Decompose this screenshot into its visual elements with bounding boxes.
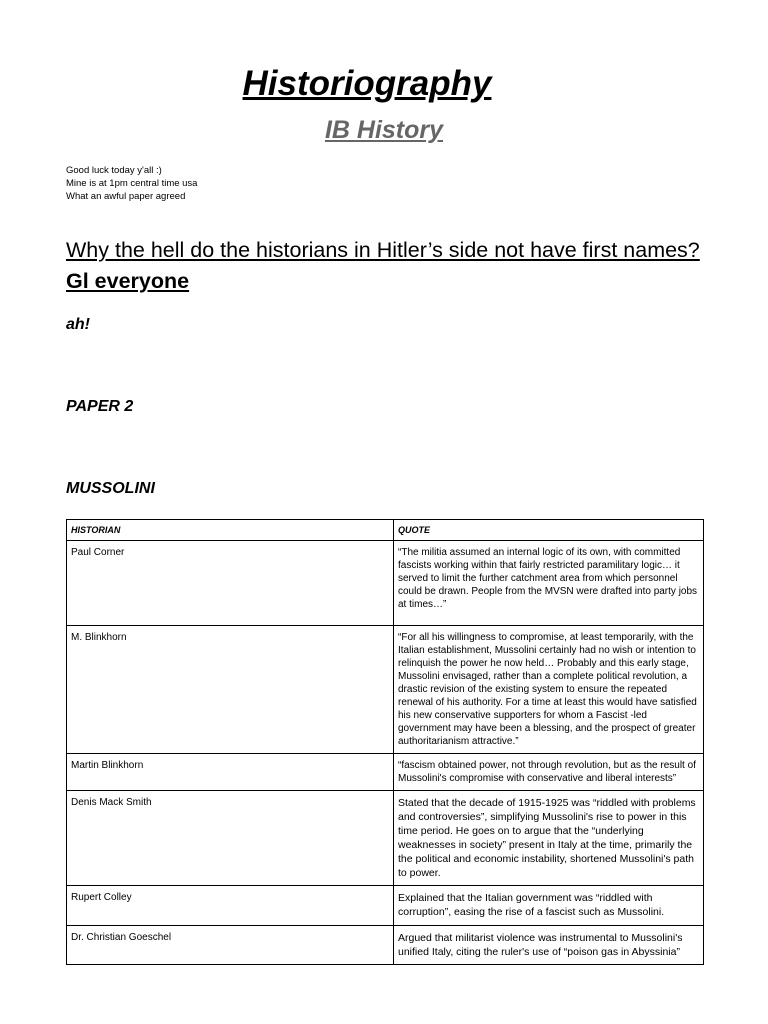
quote-cell: Stated that the decade of 1915-1925 was “riddled with problems and controversies”, simplifying Mussolini's rise to power in this time period. He goes on to argue that the “underlying weaknesses in society” present in Italy at the time, primarily the the political and economic instability, shortened Mussolini's path to power. (394, 791, 704, 886)
historian-cell: Dr. Christian Goeschel (67, 926, 394, 965)
header-quote: QUOTE (394, 520, 704, 541)
document-subtitle: IB History (324, 116, 444, 144)
quote-cell: Argued that militarist violence was instrumental to Mussolini's unified Italy, citing the ruler's use of “poison gas in Abyssinia” (394, 926, 704, 965)
question-heading (66, 235, 706, 297)
exclamation-text: ah! (66, 316, 90, 333)
document-title: Historiography (242, 64, 492, 103)
note-line: Mine is at 1pm central time usa (66, 178, 198, 189)
quote-cell: “fascism obtained power, not through revolution, but as the result of Mussolini's compromise with conservative and liberal interests” (394, 754, 704, 791)
note-line: What an awful paper agreed (66, 191, 186, 202)
historiography-table (66, 519, 704, 965)
table-row (67, 626, 704, 754)
historian-cell: M. Blinkhorn (67, 626, 394, 754)
historian-cell: Denis Mack Smith (67, 791, 394, 886)
historian-cell: Martin Blinkhorn (67, 754, 394, 791)
note-line: Good luck today y'all :) (66, 165, 162, 176)
table-row (67, 791, 704, 886)
historian-cell: Rupert Colley (67, 886, 394, 926)
table-row (67, 541, 704, 626)
question-text: Why the hell do the historians in Hitler’s side not have first names? (66, 238, 700, 262)
quote-cell: Explained that the Italian government was “riddled with corruption”, easing the rise of a fascist such as Mussolini. (394, 886, 704, 926)
section-heading: MUSSOLINI (66, 480, 155, 497)
table-header-row (67, 520, 704, 541)
notes-block (66, 164, 197, 203)
quote-cell: “For all his willingness to compromise, at least temporarily, with the Italian establishment, Mussolini certainly had no wish or intention to relinquish the power he now held… Probably and this early stage, Mussolini envisaged, rather than a complete political revolution, a drastic revision of the existing system to ensure the repeated renewal of his authority. For a time at least this would have satisfied his new conservative supporters for whom a Fascist -led government may have been a blessing, and the prospect of greater authoritarianism attractive.” (394, 626, 704, 754)
historian-cell: Paul Corner (67, 541, 394, 626)
header-historian: HISTORIAN (67, 520, 394, 541)
question-bold: Gl everyone (66, 269, 190, 293)
table-row (67, 754, 704, 791)
table-row (67, 926, 704, 965)
table-row (67, 886, 704, 926)
quote-cell: “The militia assumed an internal logic of its own, with committed fascists working within that fairly restricted paramilitary logic… it served to limit the further catchment area from which personnel could be drawn. People from the MVSN were drafted into party jobs at times…” (394, 541, 704, 626)
paper-heading: PAPER 2 (66, 398, 134, 415)
